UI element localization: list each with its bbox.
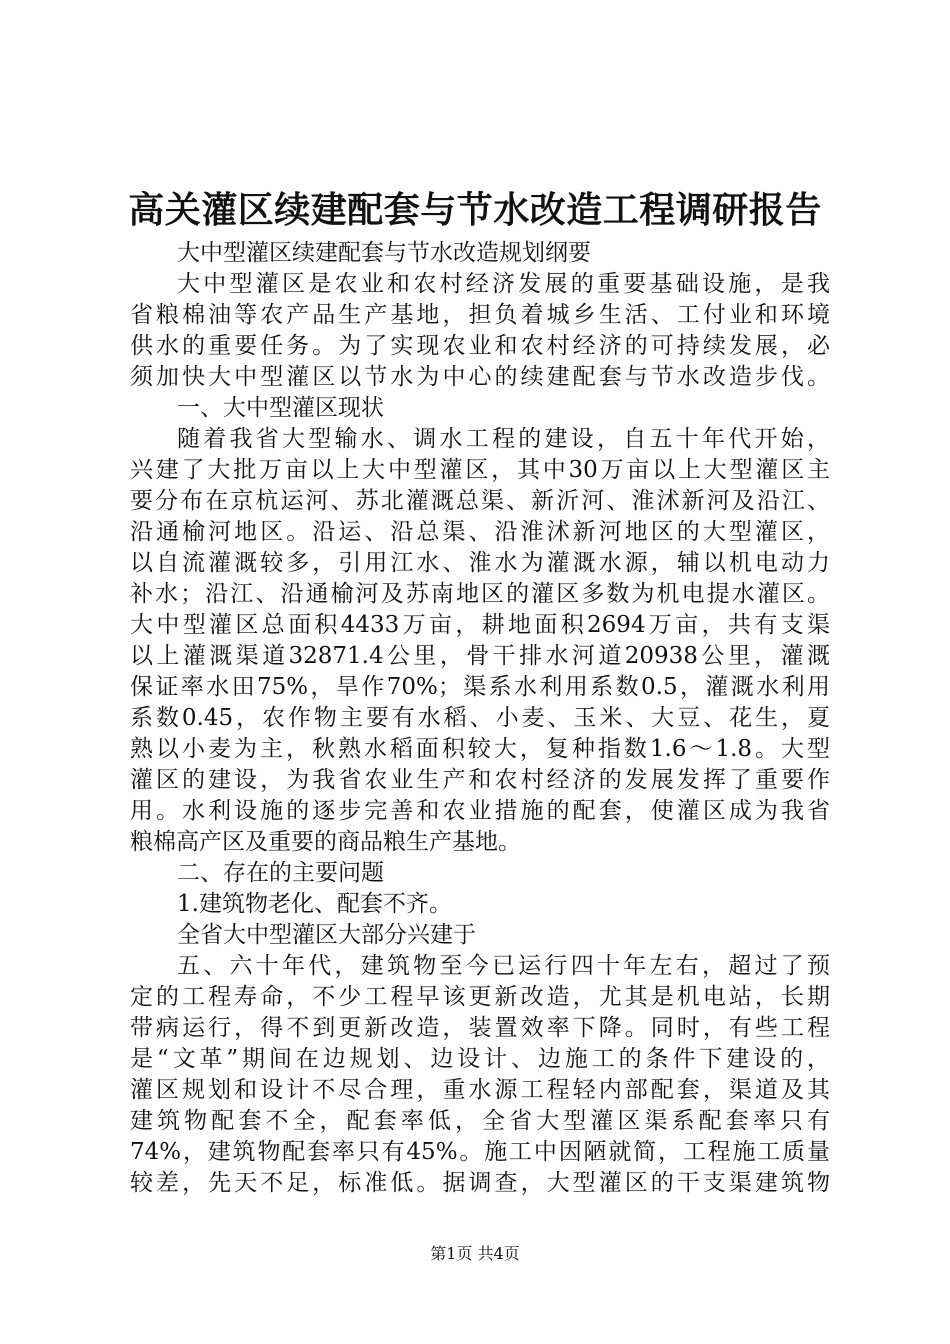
paragraph-line: 系数0.45，农作物主要有水稻、小麦、玉米、大豆、花生，夏 bbox=[130, 705, 830, 731]
section-heading: 二、存在的主要问题 bbox=[177, 860, 384, 886]
paragraph-line: 大中型灌区是农业和农村经济发展的重要基础设施，是我 bbox=[177, 271, 830, 297]
subsection-heading: 1.建筑物老化、配套不齐。 bbox=[177, 891, 452, 917]
document-body bbox=[130, 238, 830, 1199]
paragraph-line: 五、六十年代，建筑物至今已运行四十年左右，超过了预 bbox=[177, 953, 830, 979]
paragraph-line: 沿通榆河地区。沿运、沿总渠、沿淮沭新河地区的大型灌区， bbox=[130, 519, 830, 545]
paragraph-line: 熟以小麦为主，秋熟水稻面积较大，复种指数1.6～1.8。大型 bbox=[130, 736, 830, 762]
paragraph-line: 74%，建筑物配套率只有45%。施工中因陋就简，工程施工质量 bbox=[130, 1139, 830, 1165]
paragraph-line: 灌区的建设，为我省农业生产和农村经济的发展发挥了重要作 bbox=[130, 767, 830, 793]
page-number-footer: 第1页 共4页 bbox=[430, 1244, 520, 1263]
paragraph-line: 全省大中型灌区大部分兴建于 bbox=[177, 922, 476, 948]
paragraph-line: 大中型灌区总面积4433万亩，耕地面积2694万亩，共有支渠 bbox=[130, 612, 830, 638]
paragraph-line: 须加快大中型灌区以节水为中心的续建配套与节水改造步伐。 bbox=[130, 364, 830, 390]
paragraph-line: 省粮棉油等农产品生产基地，担负着城乡生活、工付业和环境 bbox=[130, 302, 830, 328]
paragraph-line: 以上灌溉渠道32871.4公里，骨干排水河道20938公里，灌溉 bbox=[130, 643, 830, 669]
paragraph-line: 定的工程寿命，不少工程早该更新改造，尤其是机电站，长期 bbox=[130, 984, 830, 1010]
paragraph-line: 用。水利设施的逐步完善和农业措施的配套，使灌区成为我省 bbox=[130, 798, 830, 824]
section-heading: 一、大中型灌区现状 bbox=[177, 395, 384, 421]
paragraph-line: 以自流灌溉较多，引用江水、淮水为灌溉水源，辅以机电动力 bbox=[130, 550, 830, 576]
paragraph-line: 建筑物配套不全，配套率低，全省大型灌区渠系配套率只有 bbox=[130, 1108, 830, 1134]
paragraph-line: 供水的重要任务。为了实现农业和农村经济的可持续发展，必 bbox=[130, 333, 830, 359]
paragraph-line: 是“文革”期间在边规划、边设计、边施工的条件下建设的， bbox=[130, 1046, 830, 1072]
document-title: 高关灌区续建配套与节水改造工程调研报告 bbox=[128, 189, 822, 231]
paragraph-line: 随着我省大型输水、调水工程的建设，自五十年代开始， bbox=[177, 426, 830, 452]
paragraph-line: 兴建了大批万亩以上大中型灌区，其中30万亩以上大型灌区主 bbox=[130, 457, 830, 483]
paragraph-line: 粮棉高产区及重要的商品粮生产基地。 bbox=[130, 829, 521, 855]
paragraph-line: 保证率水田75%，旱作70%；渠系水利用系数0.5，灌溉水利用 bbox=[130, 674, 830, 700]
paragraph-line: 补水；沿江、沿通榆河及苏南地区的灌区多数为机电提水灌区。 bbox=[130, 581, 830, 607]
paragraph-line: 灌区规划和设计不尽合理，重水源工程轻内部配套，渠道及其 bbox=[130, 1077, 830, 1103]
paragraph-line: 大中型灌区续建配套与节水改造规划纲要 bbox=[177, 240, 591, 266]
paragraph-line: 较差，先天不足，标准低。据调查，大型灌区的干支渠建筑物 bbox=[130, 1170, 830, 1196]
paragraph-line: 要分布在京杭运河、苏北灌溉总渠、新沂河、淮沭新河及沿江、 bbox=[130, 488, 830, 514]
paragraph-line: 带病运行，得不到更新改造，装置效率下降。同时，有些工程 bbox=[130, 1015, 830, 1041]
